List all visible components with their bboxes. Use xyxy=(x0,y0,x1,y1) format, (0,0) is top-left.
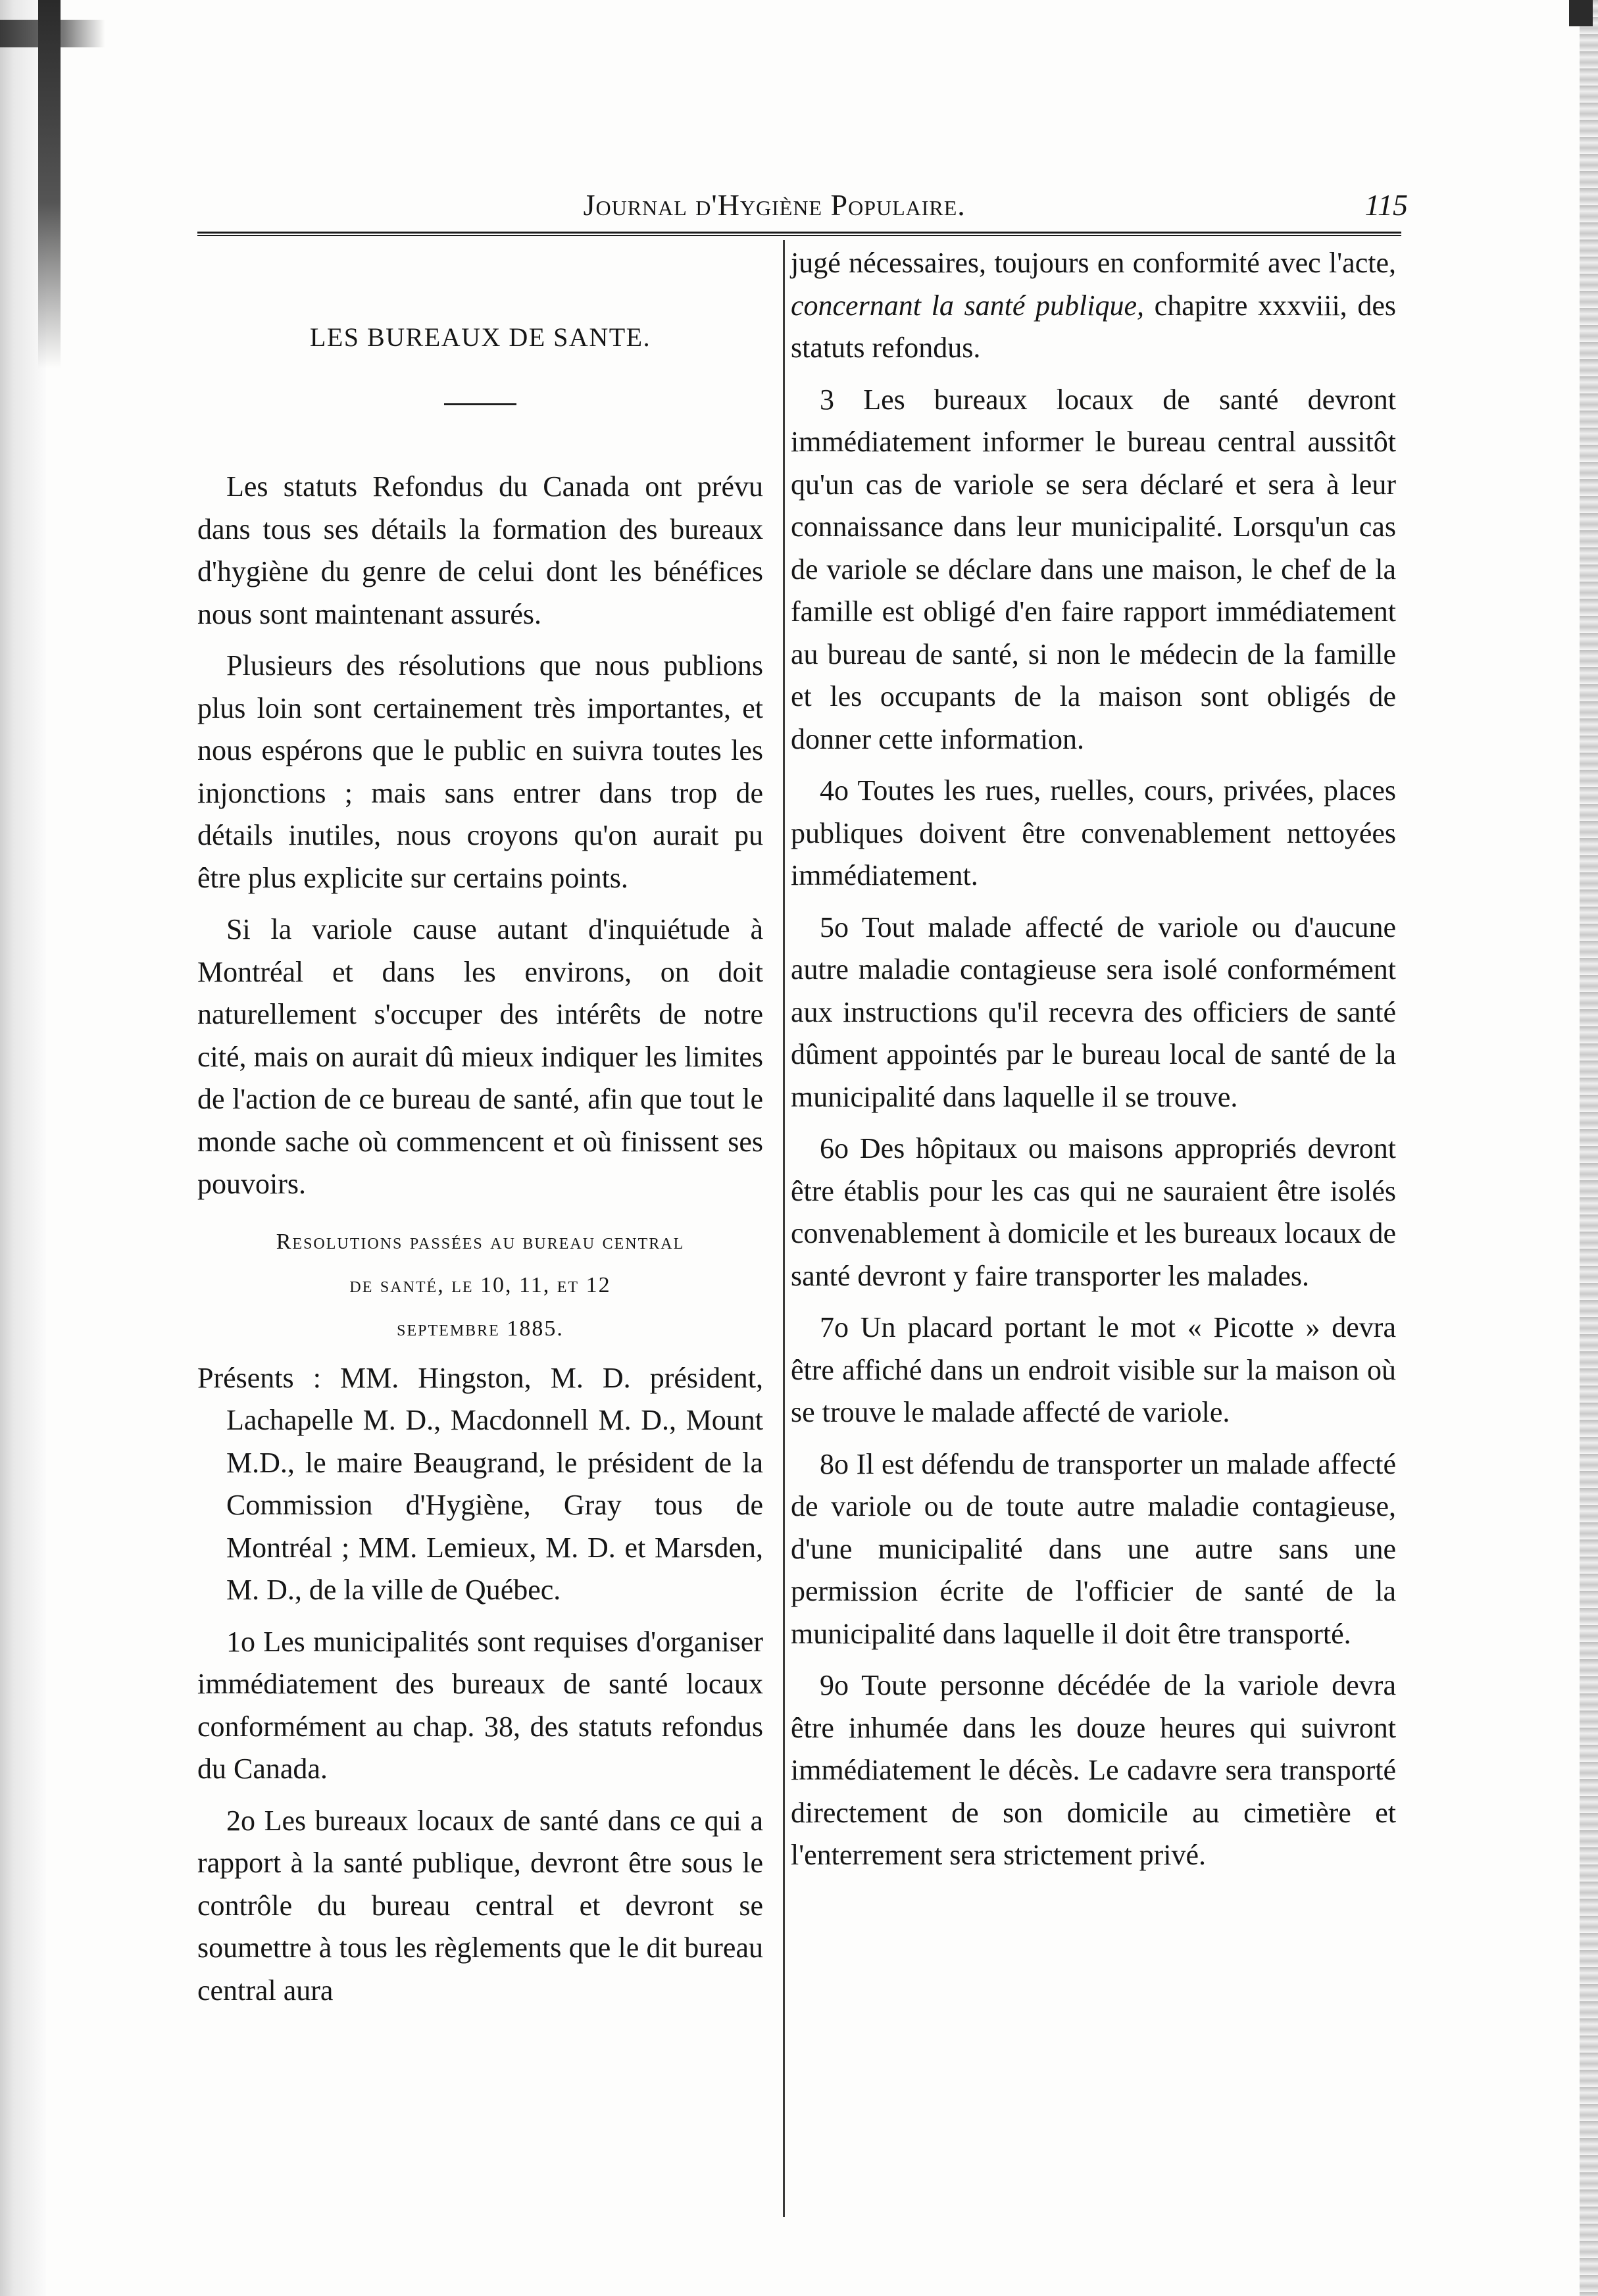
continuation-italic-act-title: concernant la santé publique, xyxy=(791,289,1144,322)
presents-list: Présents : MM. Hingston, M. D. président, Lachapelle M. D., Macdonnell M. D., Mount M.D., le maire Beaugrand, le président de la Commission d'Hygiène, Gray tous de Montréal ; MM. Lemieux, M. D. et Marsden, M. D., de la ville de Québec. xyxy=(197,1361,763,1606)
resolutions-heading-line-3: septembre 1885. xyxy=(397,1316,564,1341)
intro-paragraph-3: Si la variole cause autant d'inquiétude à Montréal et dans les environs, on doit naturellement s'occuper des intérêts de notre cité, mais on aurait dû mieux indiquer les limites de l'action de ce bureau de santé, afin que tout le monde sache où commencent et où finissent ses pouvoirs. xyxy=(197,913,763,1200)
intro-paragraph-1: Les statuts Refondus du Canada ont prévu dans tous ses détails la formation des bureaux d'hygiène du genre de celui dont les bénéfices nous sont maintenant assurés. xyxy=(197,470,763,630)
title-separator-rule xyxy=(444,403,516,405)
resolutions-heading xyxy=(197,1220,763,1351)
scan-right-edge-noise xyxy=(1580,0,1598,2296)
resolutions-heading-line-2: de santé, le 10, 11, et 12 xyxy=(349,1272,611,1297)
resolution-5: 5o Tout malade affecté de variole ou d'aucune autre maladie contagieuse sera isolé conformément aux instructions qu'il recevra des officiers de santé dûment appointés par le bureau local de santé de la municipalité dans laquelle il se trouve. xyxy=(791,911,1396,1113)
resolutions-heading-line-1: Resolutions passées au bureau central xyxy=(276,1229,685,1254)
scan-top-right-corner-mark xyxy=(1569,0,1593,26)
continuation-text-end: chapitre xxxviii, des statuts refondus. xyxy=(791,289,1396,364)
resolution-1: 1o Les municipalités sont requises d'organiser immédiatement des bureaux de santé locaux conformément au chap. 38, des statuts refondus du Canada. xyxy=(197,1625,763,1785)
left-column xyxy=(197,242,763,2021)
page-number: 115 xyxy=(1364,188,1408,222)
resolution-4: 4o Toutes les rues, ruelles, cours, privées, places publiques doivent être convenablement nettoyées immédiatement. xyxy=(791,774,1396,891)
resolution-3: 3 Les bureaux locaux de santé devront immédiatement informer le bureau central aussitôt qu'un cas de variole se sera déclaré et sera à leur connaissance dans leur municipalité. Lorsqu'un cas de variole se déclare dans une maison, le chef de la famille est obligé d'en faire rapport immédiatement au bureau de santé, si non le médecin de la famille et les occupants de la maison sont obligés de donner cette information. xyxy=(791,383,1396,755)
resolution-2: 2o Les bureaux locaux de santé dans ce qui a rapport à la santé publique, devront être sous le contrôle du bureau central et devront se soumettre à tous les règlements que le dit bureau central aura xyxy=(197,1804,763,2007)
resolution-9: 9o Toute personne décédée de la variole devra être inhumée dans les douze heures qui suivront immédiatement le décès. Le cadavre sera transporté directement de son domicile au cimetière et l'enterrement sera strictement privé. xyxy=(791,1669,1396,1871)
column-divider xyxy=(783,240,785,2217)
scan-binding-shadow xyxy=(38,0,61,368)
running-title: Journal d'Hygiène Populaire. xyxy=(583,188,966,222)
right-column xyxy=(791,242,1396,1886)
running-header xyxy=(197,187,1408,227)
resolution-8: 8o Il est défendu de transporter un malade affecté de variole ou de toute autre maladie contagieuse, d'une municipalité dans une autre sans une permission écrite de l'officier de santé de la municipalité dans laquelle il doit être transporté. xyxy=(791,1447,1396,1650)
header-double-rule xyxy=(197,232,1401,236)
continuation-text-start: jugé nécessaires, toujours en conformité avec l'acte, xyxy=(791,247,1396,279)
intro-paragraph-2: Plusieurs des résolutions que nous publions plus loin sont certainement très importantes, et nous espérons que le public en suivra toutes les injonctions ; mais sans entrer dans trop de détails inutiles, nous croyons qu'on aurait pu être plus explicite sur certains points. xyxy=(197,649,763,894)
section-title: LES BUREAUX DE SANTE. xyxy=(309,322,651,352)
resolution-6: 6o Des hôpitaux ou maisons appropriés devront être établis pour les cas qui ne sauraient être isolés convenablement à domicile et les bureaux locaux de santé devront y faire transporter les malades. xyxy=(791,1132,1396,1292)
resolution-2-continuation xyxy=(791,242,1396,370)
resolution-7: 7o Un placard portant le mot « Picotte » devra être affiché dans un endroit visible sur la maison où se trouve le malade affecté de variole. xyxy=(791,1311,1396,1428)
